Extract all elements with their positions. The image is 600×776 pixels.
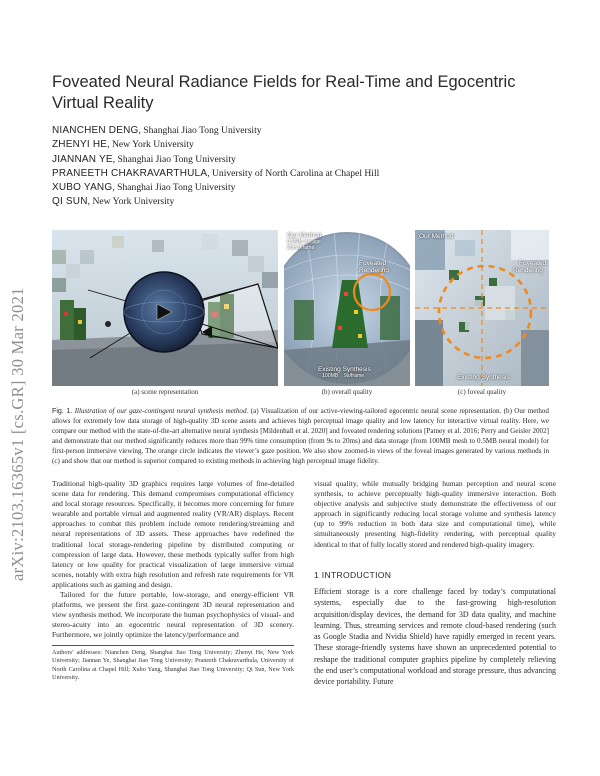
caption-text: (a) Visualization of our active-viewing-tailored egocentric neural scene representation. (b) Our method allows for extremely low data storage of high-quality 3D scene assets and achieves high perceptual image quality and low latency for interactive virtual reality. Here, we compare our method with the state-of-the-art alternative neural synthesis [Mildenhall et al. 2020] and foveated rendering solutions [Patney et al. 2016; Perry and Geisler 2002] and demonstrate that our method significantly reduces more than 99% time consumption (from 9s to 20ms) and data storage (from 100MB mesh to 0.5MB neural model) for first-person immersive viewing. The orange circle indicates the viewer’s gaze position. We also show zoomed-in views of the foveal images generated by various methods in (c) and show that our method is superior compared to existing methods in achieving high perceptual image fidelity.	[52, 407, 549, 465]
panel-scene-representation	[52, 230, 278, 386]
label-foveated: Foveated	[519, 260, 547, 267]
overall-quality-render	[284, 230, 410, 386]
author-name: QI SUN	[52, 196, 88, 208]
label-rendering: Rendering	[513, 267, 543, 274]
author-affiliation: , Shanghai Jiao Tong University	[112, 182, 236, 194]
scene-representation-illustration	[52, 230, 278, 386]
label-rendering: Rendering	[359, 267, 389, 274]
teaser-figure	[52, 230, 549, 400]
author-name: XUBO YANG	[52, 182, 113, 194]
foveal-quality-render	[415, 230, 549, 386]
subcaption-c: (c) foveal quality	[457, 388, 507, 396]
author-name: JIANNAN YE	[52, 153, 113, 165]
author-entry	[52, 167, 552, 181]
abstract-column-right	[314, 479, 556, 550]
author-name: NIANCHEN DENG	[52, 125, 139, 136]
label-our-method: Our Method	[419, 233, 454, 240]
author-entry	[52, 124, 552, 138]
author-name: PRANEETH CHAKRAVARTHULA	[52, 167, 208, 179]
abstract-column-left	[52, 479, 294, 641]
label-storage: 0.5MB storage	[287, 239, 321, 245]
label-existing-storage: 100MB	[322, 373, 339, 379]
abstract-paragraph: visual quality, while mutually bridging human perception and neural scene synthesis, to achieve perceptually high-quality immersive interaction. Both objective analysis and subjective study demonstrate the effectiveness of our approach in significantly reducing local storage volume and synthesis latency (up to 99% reduction in both data size and computational time), while simultaneously presenting high-fidelity rendering, with perceptual quality identical to that of fully locally stored and rendered high-quality imagery.	[314, 479, 556, 549]
author-entry	[52, 181, 552, 195]
author-list	[52, 124, 552, 210]
label-existing-synthesis: Existing Synthesis	[318, 366, 371, 373]
author-entry	[52, 138, 552, 152]
subcaption-a: (a) scene representation	[131, 388, 199, 396]
panel-foveal-quality	[415, 230, 549, 386]
section-heading-introduction: 1 INTRODUCTION	[314, 570, 392, 580]
abstract-paragraph: Tailored for the future portable, low-storage, and energy-efficient VR platforms, we present the first gaze-contingent 3D neural representation and view synthesis method. We incorporate the human psychophysics of visual- and stereo-acuity into an egocentric neural representation of 3D scenery. Furthermore, we jointly optimize the latency/performance and	[52, 590, 294, 640]
label-existing-time: 9s/frame	[344, 373, 365, 379]
author-affiliation: , University of North Carolina at Chapel Hill	[207, 167, 380, 179]
author-affiliation: , New York University	[87, 196, 175, 208]
author-addresses-footnote: Authors’ addresses: Nianchen Deng, Shanghai Jiao Tong University; Zhenyi He, New York University; Jiannan Ye, Shanghai Jiao Tong University; Praneeth Chakravarthula, University of North Carolina at Chapel Hill; Xubo Yang, Shanghai Jiao Tong University; Qi Sun, New York University.	[52, 645, 294, 682]
author-affiliation: , New York University	[107, 139, 194, 151]
label-existing-synthesis: Existing Synthesis	[457, 374, 510, 381]
figure-caption	[52, 407, 549, 466]
caption-fig-label: Fig. 1.	[52, 407, 73, 415]
subcaption-b: (b) overall quality	[321, 388, 373, 396]
label-foveated: Foveated	[359, 260, 387, 267]
author-entry	[52, 195, 552, 209]
panel-overall-quality	[284, 230, 410, 386]
author-affiliation: , Shanghai Jiao Tong University	[138, 125, 262, 136]
author-name: ZHENYI HE	[52, 139, 108, 151]
caption-fig-title: Illustration of our gaze-contingent neural synthesis method.	[74, 407, 249, 415]
label-time: 20ms/frame	[287, 245, 315, 251]
arxiv-watermark: arXiv:2103.16365v1 [cs.GR] 30 Mar 2021	[8, 287, 27, 581]
paper-title: Foveated Neural Radiance Fields for Real-Time and Egocentric Virtual Reality	[52, 73, 516, 112]
author-affiliation: , Shanghai Jiao Tong University	[112, 153, 236, 165]
abstract-paragraph: Traditional high-quality 3D graphics requires large volumes of fine-detailed scene data for rendering. This demand compromises computational efficiency and local storage resources. Specifically, it becomes more concerning for future wearable and portable virtual and augmented reality (VR/AR) displays. Recent approaches to combat this problem include remote rendering/streaming and neural representations of 3D assets. These approaches have redefined the traditional local storage-rendering pipeline by distributed computing or compression of large data. However, these methods typically suffer from high latency or low quality for practical visualization of large immersive virtual scenes, notably with extra high resolution and refresh rate requirements for VR applications such as gaming and design.	[52, 479, 294, 589]
introduction-text: Efficient storage is a core challenge faced by today’s computational systems, especially due to the fast-growing high-resolution acquisition/display devices, the demand for 3D data quality, and machine learning. Thus, streaming services and remote cloud-based rendering (such as Google Stadia and Nvidia Shield) have rapidly emerged in recent years. These storage-friendly systems have shown an unprecedented potential to reshape the traditional computer graphics pipeline by completely relieving the end user’s computational workload and storage pressure, thus advancing device portability. Future	[314, 587, 556, 687]
author-entry	[52, 153, 552, 167]
label-our-method: Our Method	[287, 232, 322, 239]
